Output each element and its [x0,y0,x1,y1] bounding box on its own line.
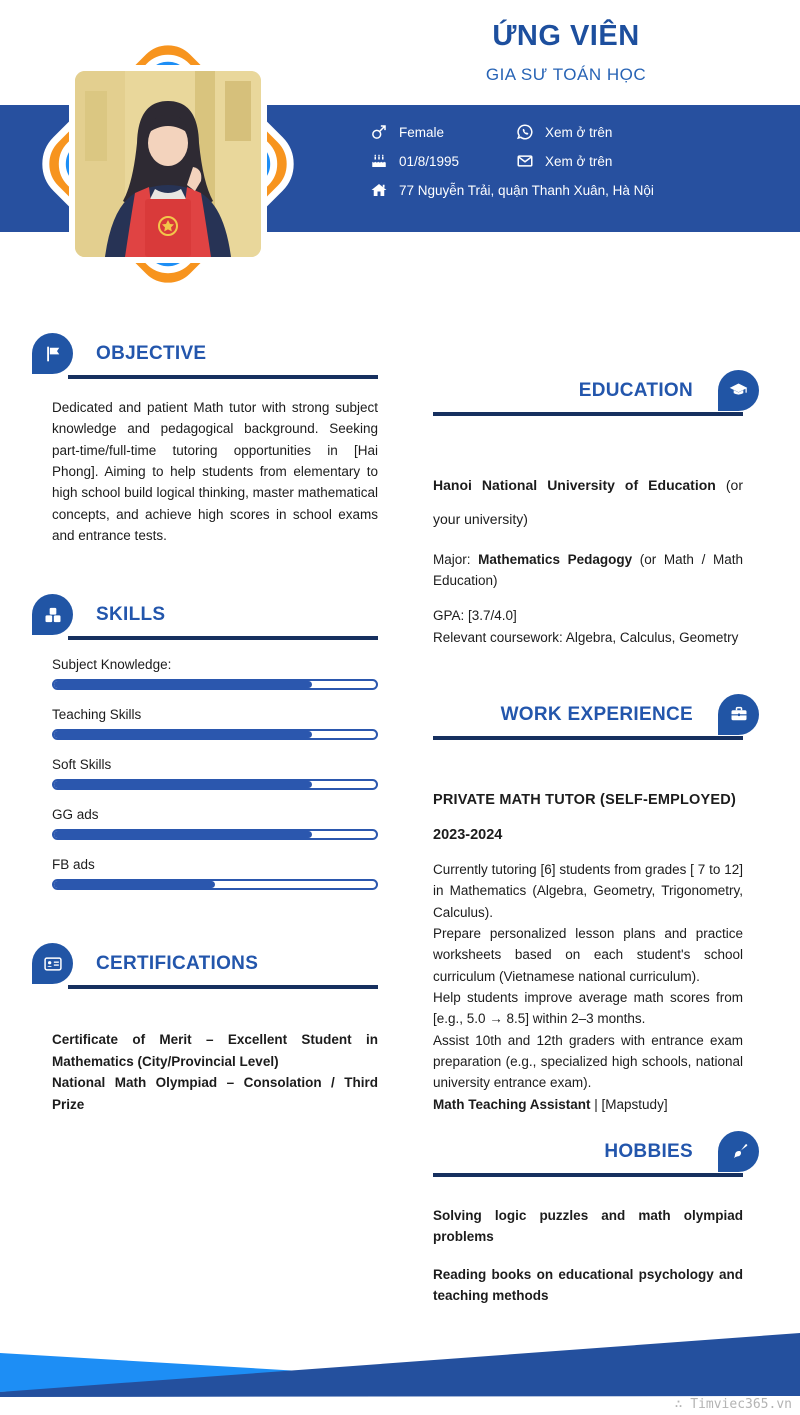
skill-bar-fill [54,881,215,888]
objective-text: Dedicated and patient Math tutor with strong subject knowledge and pedagogical background. Seeking part-time/full-time tutoring opportunities in [Hai Phong]. Aiming to help students from elementary to high school build logical thinking, master mathematical concepts, and achieve high scores in school exams and entrance tests. [52,400,378,543]
paintbrush-icon [718,1131,759,1172]
dob-value: 01/8/1995 [399,153,460,169]
school-name: Hanoi National University of Education [433,477,716,493]
skill-item [52,707,378,740]
education-gpa: GPA: [3.7/4.0] [433,608,517,624]
skill-bar [52,829,378,840]
skill-bar [52,679,378,690]
section-title: EDUCATION [578,380,693,401]
birthday-cake-icon [368,152,390,170]
education-coursework: Relevant coursework: Algebra, Calculus, Geometry [433,629,739,645]
assistant-role: Math Teaching Assistant [433,1096,591,1112]
contact-gender [368,123,514,141]
education-major [433,549,743,592]
skill-label: GG ads [52,807,99,823]
hobby-item: Solving logic puzzles and math olympiad problems [433,1207,743,1245]
flag-icon [32,333,73,374]
major-note: (or Math / Math Education) [433,551,744,588]
contact-phone [514,123,612,141]
major-label: Major: [433,551,479,567]
assistant-company: | [Mapstudy] [590,1096,668,1112]
gender-value: Female [399,124,445,140]
skill-label: FB ads [52,857,95,873]
skill-bar-fill [54,831,312,838]
job-bullet: Help students improve average math scores from [e.g., 5.0 → 8.5] within 2–3 months. [433,989,743,1027]
certification-item: Certificate of Merit – Excellent Student in Mathematics (City/Provincial Level) [52,1032,378,1069]
section-header-objective [68,335,378,379]
graduation-cap-icon [718,370,759,411]
skill-bar-fill [54,681,312,688]
section-title: HOBBIES [604,1140,693,1162]
skill-bar [52,879,378,890]
skill-item [52,807,378,840]
hobby-item: Reading books on educational psychology and teaching methods [433,1266,743,1303]
gender-symbol-icon [368,123,390,141]
section-header-certifications [68,945,378,989]
skill-item [52,657,378,690]
candidate-name: ỨNG VIÊN [492,20,640,52]
section-header-experience [433,696,743,740]
brand-watermark: ∴ Timviec365.vn [674,1397,792,1412]
school-note: (or your university) [433,477,743,528]
profile-photo [69,65,267,263]
job-bullet: Prepare personalized lesson plans and practice worksheets based on each student's school curriculum (Vietnamese national curriculum). [433,925,743,984]
job-bullet: Assist 10th and 12th graders with entrance exam preparation (e.g., specialized high schools, national university entrance exam). [433,1032,743,1091]
education-school [433,468,743,537]
skills-list [52,657,378,890]
certification-item: National Math Olympiad – Consolation / Third Prize [52,1075,378,1113]
phone-bubble-icon [514,123,536,141]
skill-label: Teaching Skills [52,707,142,723]
envelope-icon [514,152,536,170]
skill-item [52,857,378,890]
skill-label: Subject Knowledge: [52,657,172,673]
job-bullet: Currently tutoring [6] students from grades [ 7 to 12] in Mathematics (Algebra, Geometry, Trigonometry, Calculus). [433,861,743,920]
candidate-job-title: GIA SƯ TOÁN HỌC [485,65,647,84]
left-column [52,335,378,1116]
section-title: CERTIFICATIONS [96,953,259,975]
home-icon [368,181,390,199]
header [370,20,762,85]
section-header-education [433,372,743,416]
section-title: OBJECTIVE [96,343,207,364]
skill-item [52,757,378,790]
contact-address [368,181,654,199]
right-column [433,372,743,1306]
job-role: PRIVATE MATH TUTOR (SELF-EMPLOYED) [433,791,736,808]
job-assistant [433,1094,743,1115]
section-header-skills [68,596,378,640]
skill-label: Soft Skills [52,757,112,773]
contact-dob [368,152,514,170]
major-name: Mathematics Pedagogy [478,551,633,567]
footer-wave [0,1330,800,1400]
skill-bar-fill [54,731,312,738]
email-value: Xem ở trên [545,153,613,169]
cubes-icon [32,594,73,635]
job-period: 2023-2024 [433,826,503,843]
phone-value: Xem ở trên [545,124,613,140]
id-card-icon [32,943,73,984]
section-title: SKILLS [96,604,166,626]
contact-info [368,123,778,210]
briefcase-icon [718,694,759,735]
address-value: 77 Nguyễn Trải, quận Thanh Xuân, Hà Nội [399,182,654,198]
section-title: WORK EXPERIENCE [500,703,693,725]
contact-email [514,152,612,170]
skill-bar [52,779,378,790]
section-header-hobbies [433,1133,743,1177]
skill-bar [52,729,378,740]
skill-bar-fill [54,781,312,788]
